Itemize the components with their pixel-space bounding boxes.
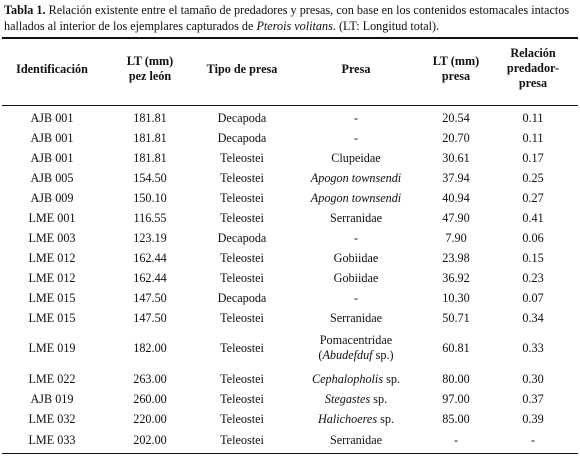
cell-presa: - <box>353 131 359 145</box>
paren-open: ( <box>318 348 323 362</box>
cell-lt-presa: 20.54 <box>442 111 470 125</box>
cell-identificacion: LME 012 <box>28 271 76 285</box>
cell-lt-presa: 20.70 <box>442 131 470 145</box>
cell-lt-pez-leon: 220.00 <box>133 412 167 426</box>
header-lt-presa-line2: presa <box>441 69 471 83</box>
cell-identificacion: AJB 019 <box>30 392 74 406</box>
header-identificacion: Identificación <box>16 62 88 76</box>
cell-tipo-presa: Teleostei <box>220 433 264 447</box>
sp-suffix: sp. <box>370 392 388 406</box>
cell-lt-pez-leon: 263.00 <box>133 372 167 386</box>
cell-lt-presa: 37.94 <box>442 171 470 185</box>
cell-presa <box>286 333 426 363</box>
cell-relacion: 0.41 <box>522 211 544 225</box>
cell-relacion: 0.17 <box>522 151 544 165</box>
cell-lt-pez-leon: 147.50 <box>133 311 167 325</box>
header-relacion-line2: predador- <box>506 61 560 75</box>
header-relacion-line3: presa <box>518 76 548 90</box>
cell-lt-presa: 7.90 <box>445 231 467 245</box>
cell-relacion: 0.07 <box>522 291 544 305</box>
cell-relacion: 0.11 <box>522 111 544 125</box>
genus-name: Halichoeres <box>317 412 378 426</box>
cell-presa <box>286 412 426 427</box>
cell-lt-presa: 85.00 <box>442 412 470 426</box>
cell-presa: Gobiidae <box>333 271 379 285</box>
cell-lt-pez-leon: 162.44 <box>133 251 167 265</box>
cell-identificacion: LME 033 <box>28 433 76 447</box>
cell-identificacion: AJB 001 <box>30 151 74 165</box>
cell-lt-pez-leon: 202.00 <box>133 433 167 447</box>
sp-suffix: sp.) <box>372 348 394 362</box>
cell-presa: Clupeidae <box>331 151 381 165</box>
cell-tipo-presa: Teleostei <box>220 151 264 165</box>
cell-presa-line2 <box>286 348 426 363</box>
cell-lt-pez-leon: 154.50 <box>133 171 167 185</box>
header-lt-pez-line2: pez león <box>128 69 172 83</box>
cell-lt-presa: 60.81 <box>442 341 470 355</box>
cell-presa: - <box>353 111 359 125</box>
cell-presa: Serranidae <box>329 211 383 225</box>
cell-relacion: 0.25 <box>522 171 544 185</box>
cell-lt-presa: 97.00 <box>442 392 470 406</box>
cell-tipo-presa: Teleostei <box>220 171 264 185</box>
header-lt-presa <box>426 54 486 84</box>
header-lt-presa-line1: LT (mm) <box>432 54 480 68</box>
header-lt-pez-leon <box>102 54 198 84</box>
cell-presa: Serranidae <box>329 311 383 325</box>
cell-identificacion: LME 022 <box>28 372 76 386</box>
cell-lt-pez-leon: 181.81 <box>133 131 167 145</box>
cell-lt-pez-leon: 116.55 <box>133 211 167 225</box>
cell-tipo-presa: Decapoda <box>217 111 267 125</box>
header-relacion-line1: Relación <box>510 46 556 60</box>
cell-presa <box>286 392 426 407</box>
cell-lt-presa: 36.92 <box>442 271 470 285</box>
cell-presa: - <box>353 291 359 305</box>
cell-relacion: 0.15 <box>522 251 544 265</box>
cell-relacion: 0.30 <box>522 372 544 386</box>
cell-tipo-presa: Teleostei <box>220 271 264 285</box>
cell-relacion: 0.37 <box>522 392 544 406</box>
bottom-rule <box>2 453 578 454</box>
cell-lt-pez-leon: 181.81 <box>133 111 167 125</box>
cell-lt-presa: 47.90 <box>442 211 470 225</box>
cell-tipo-presa: Decapoda <box>217 231 267 245</box>
cell-identificacion: AJB 001 <box>30 131 74 145</box>
cell-lt-presa: 30.61 <box>442 151 470 165</box>
header-relacion <box>486 46 580 91</box>
cell-relacion: 0.27 <box>522 191 544 205</box>
cell-tipo-presa: Teleostei <box>220 251 264 265</box>
cell-relacion: 0.34 <box>522 311 544 325</box>
cell-identificacion: AJB 001 <box>30 111 74 125</box>
cell-presa: - <box>353 231 359 245</box>
cell-relacion: 0.06 <box>522 231 544 245</box>
cell-tipo-presa: Teleostei <box>220 412 264 426</box>
cell-tipo-presa: Teleostei <box>220 372 264 386</box>
top-rule <box>2 37 578 39</box>
cell-tipo-presa: Teleostei <box>220 311 264 325</box>
cell-identificacion: LME 015 <box>28 311 76 325</box>
cell-tipo-presa: Teleostei <box>220 211 264 225</box>
cell-identificacion: LME 012 <box>28 251 76 265</box>
cell-identificacion: AJB 009 <box>30 191 74 205</box>
genus-name: Cephalopholis <box>311 372 384 386</box>
cell-tipo-presa: Decapoda <box>217 291 267 305</box>
genus-name: Stegastes <box>324 392 371 406</box>
cell-presa-line1: Pomacentridae <box>319 333 393 347</box>
cell-identificacion: LME 019 <box>28 341 76 355</box>
cell-relacion: - <box>530 433 536 447</box>
caption-label: Tabla 1. <box>4 3 46 17</box>
cell-lt-pez-leon: 147.50 <box>133 291 167 305</box>
cell-lt-pez-leon: 150.10 <box>133 191 167 205</box>
genus-name: Abudefduf <box>322 348 373 362</box>
cell-relacion: 0.11 <box>522 131 544 145</box>
cell-presa: Apogon townsendi <box>310 171 402 185</box>
cell-lt-presa: 10.30 <box>442 291 470 305</box>
cell-presa <box>286 372 426 387</box>
cell-tipo-presa: Teleostei <box>220 191 264 205</box>
cell-lt-presa: 23.98 <box>442 251 470 265</box>
cell-tipo-presa: Teleostei <box>220 392 264 406</box>
cell-lt-presa: 40.94 <box>442 191 470 205</box>
caption-text-end: . (LT: Longitud total). <box>332 19 440 33</box>
header-lt-pez-line1: LT (mm) <box>126 54 174 68</box>
cell-lt-pez-leon: 181.81 <box>133 151 167 165</box>
header-presa: Presa <box>341 62 371 76</box>
cell-lt-pez-leon: 162.44 <box>133 271 167 285</box>
table-caption <box>4 2 576 34</box>
cell-identificacion: LME 015 <box>28 291 76 305</box>
cell-tipo-presa: Teleostei <box>220 341 264 355</box>
caption-species: Pterois volitans <box>256 19 333 33</box>
cell-relacion: 0.39 <box>522 412 544 426</box>
cell-lt-presa: 80.00 <box>442 372 470 386</box>
cell-presa: Gobiidae <box>333 251 379 265</box>
cell-identificacion: LME 003 <box>28 231 76 245</box>
cell-identificacion: LME 001 <box>28 211 76 225</box>
sp-suffix: sp. <box>377 412 395 426</box>
cell-presa: Serranidae <box>329 433 383 447</box>
header-rule <box>2 105 578 106</box>
cell-tipo-presa: Decapoda <box>217 131 267 145</box>
header-tipo-de-presa: Tipo de presa <box>206 62 278 76</box>
cell-identificacion: LME 032 <box>28 412 76 426</box>
cell-lt-presa: - <box>453 433 459 447</box>
cell-presa: Apogon townsendi <box>310 191 402 205</box>
cell-lt-pez-leon: 182.00 <box>133 341 167 355</box>
cell-relacion: 0.23 <box>522 271 544 285</box>
cell-lt-pez-leon: 260.00 <box>133 392 167 406</box>
cell-identificacion: AJB 005 <box>30 171 74 185</box>
cell-lt-pez-leon: 123.19 <box>133 231 167 245</box>
cell-lt-presa: 50.71 <box>442 311 470 325</box>
sp-suffix: sp. <box>383 372 401 386</box>
cell-relacion: 0.33 <box>522 341 544 355</box>
caption-text: Relación existente entre el tamaño de predadores y presas, con base en los contenidos estomacales intactos hallados al interior de los ejemplares capturados de <box>4 3 570 33</box>
